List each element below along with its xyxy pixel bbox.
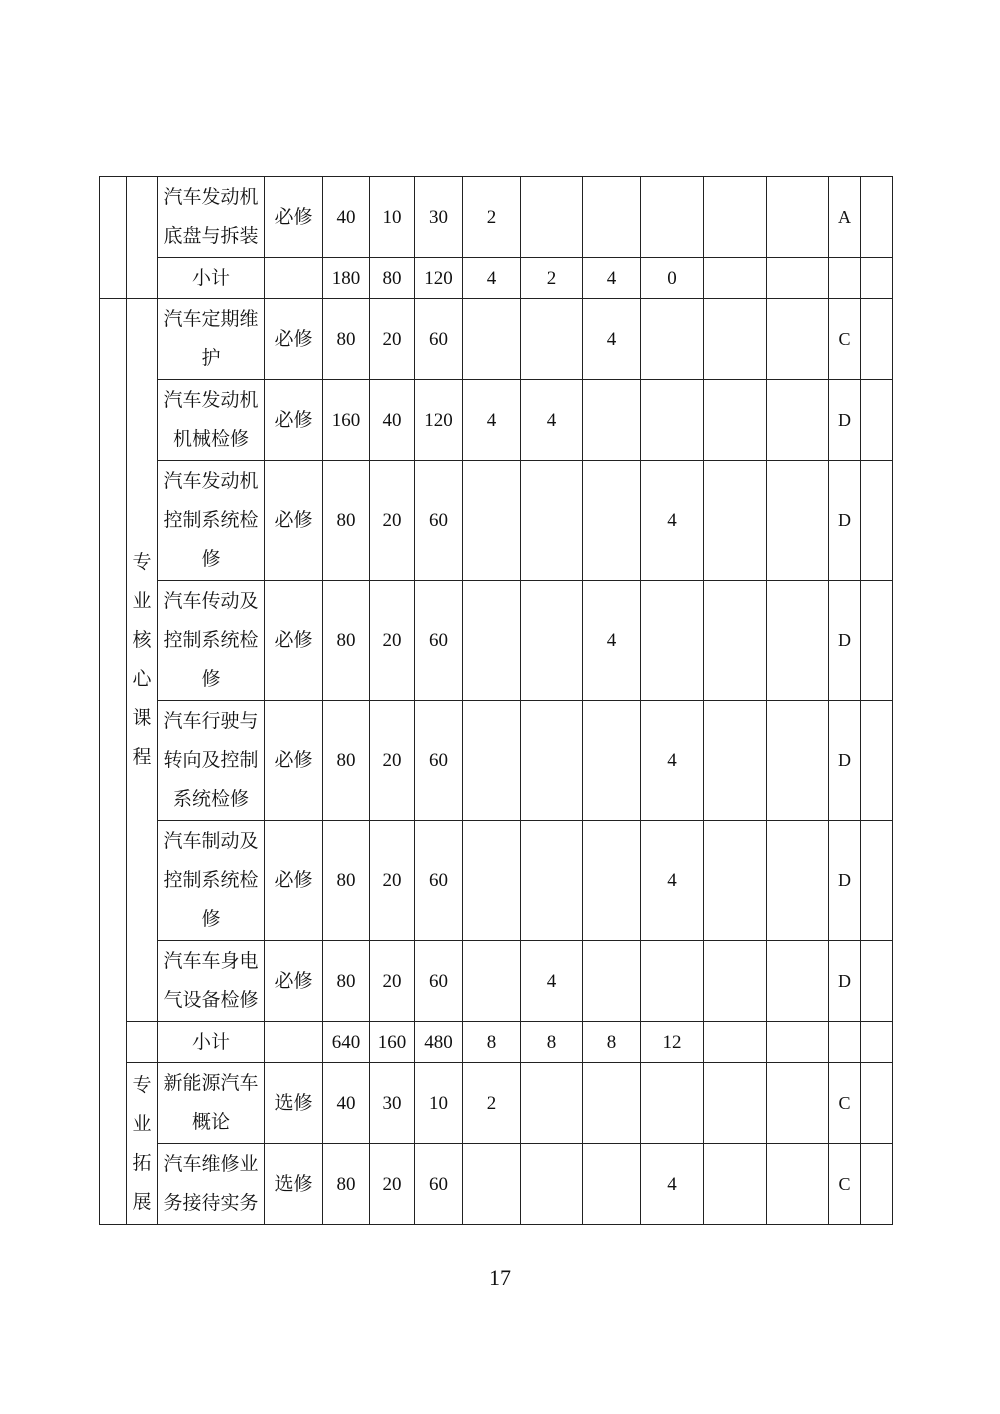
semester-6 — [767, 581, 829, 701]
course-name: 汽车维修业务接待实务 — [158, 1144, 265, 1225]
total-hours: 80 — [323, 461, 370, 581]
semester-5 — [704, 1144, 767, 1225]
semester-2 — [521, 299, 583, 380]
practice-hours: 10 — [415, 1063, 463, 1144]
page-number: 17 — [489, 1265, 511, 1290]
theory-hours: 20 — [370, 461, 415, 581]
table-row — [100, 941, 893, 1022]
remark — [861, 258, 893, 299]
grade: A — [829, 177, 861, 258]
grade: D — [829, 941, 861, 1022]
semester-4 — [641, 177, 704, 258]
grade: D — [829, 701, 861, 821]
semester-3: 4 — [583, 299, 641, 380]
grade: D — [829, 581, 861, 701]
course-type: 选修 — [265, 1144, 323, 1225]
subtotal-row — [100, 258, 893, 299]
remark — [861, 1022, 893, 1063]
course-name: 汽车传动及控制系统检修 — [158, 581, 265, 701]
course-type: 必修 — [265, 821, 323, 941]
semester-3: 8 — [583, 1022, 641, 1063]
semester-4 — [641, 1063, 704, 1144]
semester-2: 2 — [521, 258, 583, 299]
curriculum-table — [99, 176, 893, 1225]
semester-6 — [767, 299, 829, 380]
grade: D — [829, 380, 861, 461]
semester-5 — [704, 177, 767, 258]
semester-6 — [767, 821, 829, 941]
semester-3 — [583, 1063, 641, 1144]
remark — [861, 380, 893, 461]
total-hours: 80 — [323, 941, 370, 1022]
course-type: 必修 — [265, 941, 323, 1022]
course-name: 汽车车身电气设备检修 — [158, 941, 265, 1022]
semester-5 — [704, 941, 767, 1022]
table-row — [100, 461, 893, 581]
semester-1 — [463, 701, 521, 821]
total-hours: 80 — [323, 299, 370, 380]
category-cell — [127, 1022, 158, 1063]
remark — [861, 1063, 893, 1144]
course-type — [265, 1022, 323, 1063]
semester-5 — [704, 1063, 767, 1144]
semester-5 — [704, 581, 767, 701]
table-row — [100, 177, 893, 258]
table-row — [100, 380, 893, 461]
category-label: 专业核心课程 — [127, 299, 158, 1022]
semester-4: 4 — [641, 701, 704, 821]
practice-hours: 60 — [415, 581, 463, 701]
course-type: 必修 — [265, 380, 323, 461]
theory-hours: 30 — [370, 1063, 415, 1144]
semester-6 — [767, 701, 829, 821]
semester-6 — [767, 1063, 829, 1144]
theory-hours: 20 — [370, 581, 415, 701]
course-type: 必修 — [265, 701, 323, 821]
semester-5 — [704, 461, 767, 581]
semester-1: 2 — [463, 1063, 521, 1144]
semester-2 — [521, 1144, 583, 1225]
semester-1 — [463, 299, 521, 380]
outer-category-cell — [100, 177, 127, 299]
course-name: 新能源汽车概论 — [158, 1063, 265, 1144]
course-name: 汽车制动及控制系统检修 — [158, 821, 265, 941]
semester-2: 8 — [521, 1022, 583, 1063]
semester-2 — [521, 581, 583, 701]
semester-5 — [704, 299, 767, 380]
grade — [829, 1022, 861, 1063]
semester-2: 4 — [521, 380, 583, 461]
semester-6 — [767, 461, 829, 581]
table-row — [100, 581, 893, 701]
practice-hours: 60 — [415, 701, 463, 821]
remark — [861, 461, 893, 581]
practice-hours: 60 — [415, 941, 463, 1022]
semester-2 — [521, 177, 583, 258]
remark — [861, 821, 893, 941]
table-row — [100, 299, 893, 380]
semester-3 — [583, 380, 641, 461]
practice-hours: 60 — [415, 299, 463, 380]
semester-3 — [583, 177, 641, 258]
semester-4: 4 — [641, 461, 704, 581]
course-name: 汽车发动机机械检修 — [158, 380, 265, 461]
semester-5 — [704, 380, 767, 461]
semester-6 — [767, 380, 829, 461]
category-label: 专业拓展 — [127, 1063, 158, 1225]
semester-3 — [583, 701, 641, 821]
theory-hours: 160 — [370, 1022, 415, 1063]
semester-2 — [521, 1063, 583, 1144]
total-hours: 40 — [323, 177, 370, 258]
semester-1: 4 — [463, 380, 521, 461]
course-type: 必修 — [265, 581, 323, 701]
semester-3 — [583, 461, 641, 581]
course-type: 选修 — [265, 1063, 323, 1144]
practice-hours: 60 — [415, 1144, 463, 1225]
grade: C — [829, 1063, 861, 1144]
semester-4 — [641, 941, 704, 1022]
theory-hours: 20 — [370, 941, 415, 1022]
course-type: 必修 — [265, 299, 323, 380]
semester-3 — [583, 821, 641, 941]
semester-1 — [463, 461, 521, 581]
semester-1 — [463, 821, 521, 941]
remark — [861, 299, 893, 380]
semester-5 — [704, 258, 767, 299]
semester-4: 12 — [641, 1022, 704, 1063]
semester-1: 4 — [463, 258, 521, 299]
semester-2 — [521, 461, 583, 581]
semester-6 — [767, 258, 829, 299]
total-hours: 640 — [323, 1022, 370, 1063]
semester-5 — [704, 1022, 767, 1063]
subtotal-row — [100, 1022, 893, 1063]
semester-6 — [767, 177, 829, 258]
semester-4: 4 — [641, 821, 704, 941]
course-type: 必修 — [265, 177, 323, 258]
remark — [861, 1144, 893, 1225]
semester-1 — [463, 941, 521, 1022]
table-row — [100, 1063, 893, 1144]
total-hours: 40 — [323, 1063, 370, 1144]
semester-6 — [767, 941, 829, 1022]
semester-3 — [583, 1144, 641, 1225]
theory-hours: 40 — [370, 380, 415, 461]
table-row — [100, 821, 893, 941]
course-type — [265, 258, 323, 299]
semester-3: 4 — [583, 258, 641, 299]
table-row — [100, 701, 893, 821]
grade — [829, 258, 861, 299]
theory-hours: 80 — [370, 258, 415, 299]
grade: D — [829, 461, 861, 581]
semester-1 — [463, 1144, 521, 1225]
semester-4 — [641, 299, 704, 380]
outer-category-cell — [100, 299, 127, 1225]
semester-4 — [641, 581, 704, 701]
semester-1 — [463, 581, 521, 701]
remark — [861, 581, 893, 701]
practice-hours: 60 — [415, 821, 463, 941]
subtotal-label: 小计 — [158, 1022, 265, 1063]
grade: D — [829, 821, 861, 941]
semester-3: 4 — [583, 581, 641, 701]
semester-2: 4 — [521, 941, 583, 1022]
practice-hours: 120 — [415, 380, 463, 461]
grade: C — [829, 1144, 861, 1225]
total-hours: 80 — [323, 821, 370, 941]
course-type: 必修 — [265, 461, 323, 581]
total-hours: 80 — [323, 1144, 370, 1225]
course-name: 汽车行驶与转向及控制系统检修 — [158, 701, 265, 821]
semester-1: 8 — [463, 1022, 521, 1063]
table-row — [100, 1144, 893, 1225]
practice-hours: 30 — [415, 177, 463, 258]
subtotal-label: 小计 — [158, 258, 265, 299]
theory-hours: 20 — [370, 299, 415, 380]
course-name: 汽车发动机底盘与拆装 — [158, 177, 265, 258]
semester-6 — [767, 1144, 829, 1225]
semester-1: 2 — [463, 177, 521, 258]
semester-3 — [583, 941, 641, 1022]
total-hours: 160 — [323, 380, 370, 461]
theory-hours: 20 — [370, 1144, 415, 1225]
semester-5 — [704, 701, 767, 821]
total-hours: 180 — [323, 258, 370, 299]
theory-hours: 20 — [370, 701, 415, 821]
semester-2 — [521, 701, 583, 821]
practice-hours: 60 — [415, 461, 463, 581]
course-name: 汽车定期维护 — [158, 299, 265, 380]
semester-4: 4 — [641, 1144, 704, 1225]
semester-6 — [767, 1022, 829, 1063]
theory-hours: 20 — [370, 821, 415, 941]
practice-hours: 120 — [415, 258, 463, 299]
total-hours: 80 — [323, 701, 370, 821]
practice-hours: 480 — [415, 1022, 463, 1063]
theory-hours: 10 — [370, 177, 415, 258]
semester-5 — [704, 821, 767, 941]
total-hours: 80 — [323, 581, 370, 701]
semester-2 — [521, 821, 583, 941]
grade: C — [829, 299, 861, 380]
remark — [861, 177, 893, 258]
course-name: 汽车发动机控制系统检修 — [158, 461, 265, 581]
semester-4 — [641, 380, 704, 461]
remark — [861, 941, 893, 1022]
remark — [861, 701, 893, 821]
semester-4: 0 — [641, 258, 704, 299]
category-cell — [127, 177, 158, 299]
